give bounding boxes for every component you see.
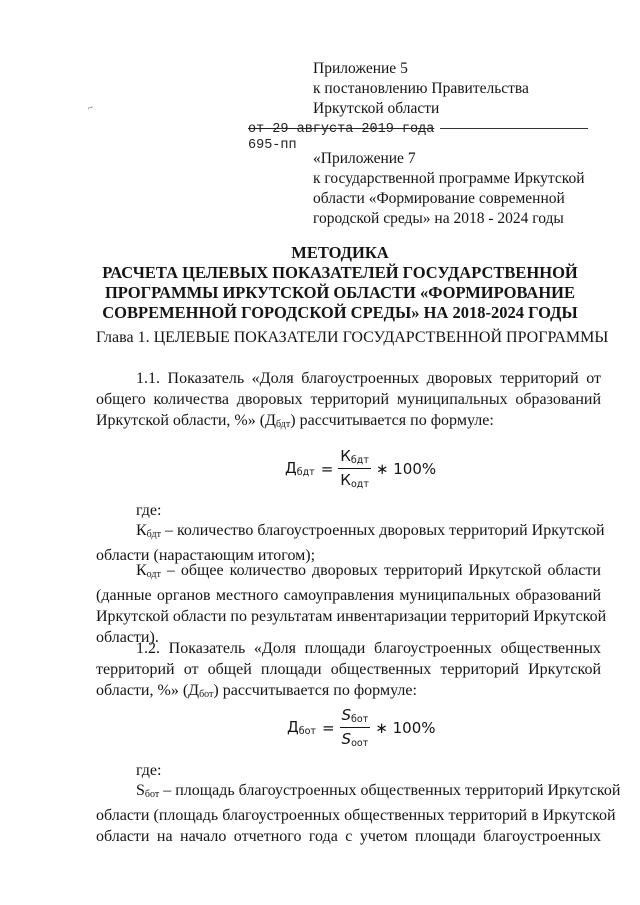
subscript: одт [146,569,161,580]
denominator [340,728,371,749]
symbol: К [340,471,351,489]
paragraph-line: 1.2. Показатель «Доля площади благоустроенных общественных [136,640,601,657]
paragraph-line [96,410,601,435]
text-run: ) рассчитывается по формуле: [213,682,417,699]
where-label-1 [96,500,601,521]
where-label-2 [96,760,601,781]
annex-line: Приложение 5 [313,60,408,77]
text-run: – площадь благоустроенных общественных территорий Иркутской [159,782,621,799]
symbol: К [136,522,147,539]
symbol: К [136,562,147,579]
text-run: ) рассчитывается по формуле: [290,412,494,429]
text-run: области, %» (Д [96,682,200,699]
text-run: Иркутской области, %» (Д [96,412,276,429]
symbol: К [340,447,351,465]
paragraph-line: области). [96,629,159,646]
symbol: Д [285,459,297,477]
subscript: бдт [350,455,369,466]
text-run: – количество благоустроенных дворовых территорий Иркутской [160,522,605,539]
annex-line: к постановлению Правительства [313,80,529,97]
subscript: бот [351,714,369,725]
fraction [338,447,371,490]
decree-number: 695-пп [248,138,297,153]
title-line: ПРОГРАММЫ ИРКУТСКОЙ ОБЛАСТИ «ФОРМИРОВАНИЕ [104,283,576,302]
equals-sign: = [321,718,335,737]
paragraph-line [96,680,601,705]
paragraph-line: области (нарастающим итогом); [96,547,316,564]
numerator [338,447,371,469]
subscript: одт [350,479,369,490]
text-run: – общее количество дворовых территорий Иркутской области [160,562,601,579]
decree-underline [440,128,588,129]
subscript: бот [144,789,160,800]
subscript: бдт [296,467,315,478]
paragraph-1-2 [96,638,601,705]
paragraph-1-1 [96,368,601,435]
where-text: где: [136,502,162,519]
paragraph-line: общего количества дворовых территорий муниципальных образований [96,391,601,408]
formula-tail: ∗ 100% [375,459,437,478]
definition-kodt [96,560,607,648]
formula-lhs [287,718,316,737]
paragraph-line: 1.1. Показатель «Доля благоустроенных дворовых территорий от [136,370,601,387]
subscript: оот [351,738,369,749]
paragraph-line [96,560,601,585]
formula-tail: ∗ 100% [375,718,436,737]
subscript: бдт [275,419,291,430]
where-text: где: [136,762,162,779]
subscript: бот [199,689,214,700]
scan-mark: ~ [85,102,96,115]
annex2-line: «Приложение 7 [313,150,416,167]
formula-lhs [285,459,315,478]
formula-2 [287,706,436,749]
annex-header [313,59,613,119]
annex2-header [313,149,613,229]
paragraph-line: области (площадь благоустроенных общественных территорий в Иркутской [96,807,616,824]
paragraph-line: области на начало отчетного года с учетом площади благоустроенных [96,828,601,845]
paragraph-line: территорий от общей площади общественных территорий Иркутской [96,661,601,678]
paragraph-line [96,520,605,545]
title-line: СОВРЕМЕННОЙ ГОРОДСКОЙ СРЕДЫ» НА 2018-2024 ГОДЫ [102,303,578,322]
annex2-line: к государственной программе Иркутской [313,170,585,187]
title-line: РАСЧЕТА ЦЕЛЕВЫХ ПОКАЗАТЕЛЕЙ ГОСУДАРСТВЕННОЙ [102,263,578,282]
definition-sbot [96,780,621,847]
annex-line: Иркутской области [313,100,440,117]
paragraph-line: (данные органов местного самоуправления муниципальных образований [96,587,601,604]
annex2-line: городской среды» на 2018 - 2024 годы [313,210,564,227]
formula-1 [285,447,436,490]
symbol: S [341,706,352,724]
paragraph-line: Иркутской области по результатам инвентаризации территорий Иркутской [96,608,607,625]
document-title [90,243,590,323]
decree-date: от 29 августа 2019 года [248,122,435,137]
subscript: бот [298,726,316,737]
symbol: Д [287,718,299,736]
equals-sign: = [320,459,334,478]
paragraph-line [96,780,621,805]
symbol: S [341,730,352,748]
title-line: МЕТОДИКА [291,243,389,262]
chapter-heading: Глава 1. ЦЕЛЕВЫЕ ПОКАЗАТЕЛИ ГОСУДАРСТВЕННОЙ ПРОГРАММЫ [96,329,609,346]
denominator [338,469,371,490]
fraction [340,706,371,749]
subscript: бдт [146,529,161,540]
annex2-line: области «Формирование современной [313,190,565,207]
numerator [340,706,371,728]
symbol: S [136,782,145,799]
